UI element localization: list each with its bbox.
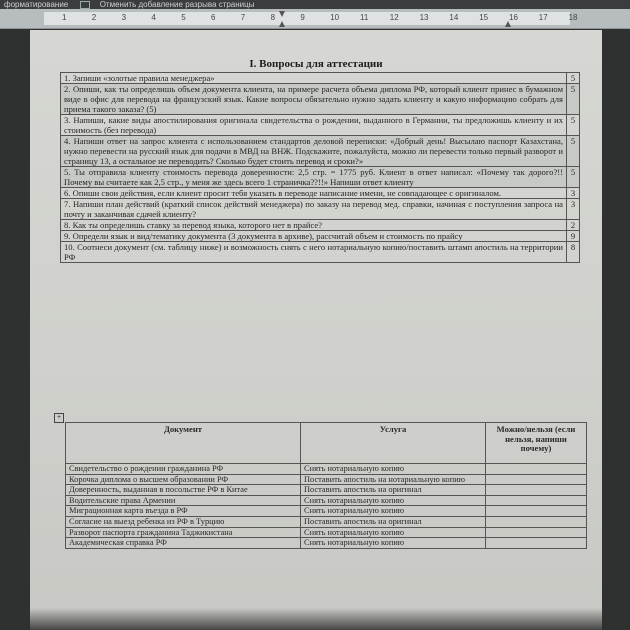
question-cell[interactable]: [61, 242, 567, 263]
app-toolbar: [0, 0, 630, 9]
ruler-tick-label: 12: [389, 13, 399, 22]
question-row: [61, 115, 580, 136]
document-page[interactable]: [30, 30, 602, 630]
ruler-tick-label: 16: [509, 13, 518, 22]
question-text: Опиши, как ты определишь объем документа клиента, на примере расчета объема диплома РФ, который клиент принес в бумажном виде в офис для перевода на французский язык. Какие вопросы обязательно нужно задать клиенту и какую информацию собрать для приема такого заказа? (5): [64, 84, 564, 114]
answer-cell[interactable]: [486, 485, 587, 496]
question-row: [61, 167, 580, 188]
question-number: 7.: [64, 199, 71, 209]
question-cell[interactable]: [61, 188, 567, 199]
ruler-tick-label: 2: [91, 13, 97, 22]
ruler-tick-label: 17: [538, 13, 548, 22]
service-cell[interactable]: Снять нотариальную копию: [301, 495, 486, 506]
question-cell[interactable]: [61, 199, 567, 220]
question-text: Ты отправила клиенту стоимость перевода доверенности: 2,5 стр. = 1775 руб. Клиент в ответ написал: «Почему так дорого?!! Почему вы считаете как 2,5 стр., у меня же здесь всего 1 страничка??!!» Напиши ответ клиенту: [64, 167, 563, 187]
ruler-tick-label: 18: [568, 13, 578, 22]
document-cell[interactable]: Разворот паспорта гражданина Таджикистана: [66, 527, 301, 538]
question-text: Напиши план действий (краткий список действий менеджера) по заказу на перевод мед. справки, начиная с поступления запроса на почту и заканчивая сдачей клиенту?: [64, 199, 563, 219]
question-number: 1.: [64, 73, 71, 83]
page-title: I. Вопросы для аттестации: [249, 58, 383, 70]
question-cell[interactable]: [61, 167, 567, 188]
ruler-tick-label: 6: [211, 13, 216, 22]
question-score[interactable]: 3: [567, 188, 580, 199]
question-text: Опиши свои действия, если клиент просит тебя указать в переводе написание имени, не совпадающее с оригиналом.: [72, 188, 502, 198]
question-number: 8.: [64, 220, 71, 230]
toolbar-undo-page-break[interactable]: Отменить добавление разрыва страницы: [99, 0, 255, 9]
ruler-tick-label: 9: [300, 13, 305, 22]
questions-table: [60, 72, 580, 263]
question-cell[interactable]: [61, 73, 567, 84]
question-number: 3.: [64, 115, 71, 125]
question-cell[interactable]: [61, 231, 567, 242]
table-move-handle-icon[interactable]: +: [54, 413, 64, 423]
answer-cell[interactable]: [486, 506, 587, 517]
question-row: [61, 84, 580, 115]
service-cell[interactable]: Снять нотариальную копию: [301, 527, 486, 538]
question-score[interactable]: 8: [567, 242, 580, 263]
question-cell[interactable]: [61, 136, 567, 167]
question-cell[interactable]: [61, 220, 567, 231]
document-row: [66, 538, 587, 549]
document-row: [66, 474, 587, 485]
ruler-tick-label: 10: [330, 13, 340, 22]
service-cell[interactable]: Поставить апостиль на оригинал: [301, 485, 486, 496]
answer-cell[interactable]: [486, 538, 587, 549]
ruler-tick-label: 3: [121, 13, 127, 22]
ruler-tick-label: 7: [240, 13, 246, 22]
ruler-tick-label: 11: [360, 13, 369, 22]
question-text: Как ты определишь ставку за перевод языка, которого нет в прайсе?: [72, 220, 323, 230]
question-text: Напиши, какие виды апостилирования оригинала свидетельства о рождении, выданного в Германии, ты предложишь клиенту и их стоимость (без перевода): [64, 115, 564, 135]
answer-cell[interactable]: [486, 474, 587, 485]
document-row: [66, 527, 587, 538]
page-shadow: [30, 608, 602, 630]
service-cell[interactable]: Снять нотариальную копию: [301, 506, 486, 517]
document-row: [66, 485, 587, 496]
question-row: [61, 188, 580, 199]
ruler-tick-label: 8: [270, 13, 276, 22]
document-cell[interactable]: Доверенность, выданная в посольстве РФ в Китае: [66, 485, 301, 496]
document-cell[interactable]: Миграционная карта въезда в РФ: [66, 506, 301, 517]
question-number: 2.: [64, 84, 71, 94]
question-score[interactable]: 3: [567, 199, 580, 220]
document-cell[interactable]: Согласие на выезд ребенка из РФ в Турцию: [66, 516, 301, 527]
question-number: 6.: [64, 188, 71, 198]
question-text: Напиши ответ на запрос клиента с использованием стандартов деловой переписки: «Добрый день! Высылаю паспорт Казахстана, нужно перевести на русский язык для подачи в МВД на ВНЖ. Подскажите, пожалуйста, можно ли перевести только первый разворот и страницу 13, а остальное не переводить? Сколько будет стоить перевод и сроки?»: [64, 136, 563, 166]
question-number: 10.: [64, 242, 75, 252]
ruler-tick-label: 1: [62, 13, 67, 22]
question-score[interactable]: 5: [567, 84, 580, 115]
question-text: Соотнеси документ (см. таблицу ниже) и возможность снять с него нотариальную копию/поставить штамп апостиль на территории РФ: [64, 242, 563, 262]
document-row: [66, 516, 587, 527]
toolbar-formatting[interactable]: форматирование: [4, 0, 69, 9]
service-cell[interactable]: Снять нотариальную копию: [301, 464, 486, 475]
undo-icon[interactable]: [80, 1, 90, 9]
question-number: 9.: [64, 231, 71, 241]
ruler-tick-label: 4: [151, 13, 156, 22]
question-row: [61, 136, 580, 167]
header-service: Услуга: [301, 423, 486, 464]
answer-cell[interactable]: [486, 527, 587, 538]
question-text: Определи язык и вид/тематику документа (3 документа в архиве), рассчитай объем и стоимость по прайсу: [72, 231, 463, 241]
question-cell[interactable]: [61, 84, 567, 115]
question-number: 4.: [64, 136, 71, 146]
question-row: [61, 242, 580, 263]
question-number: 5.: [64, 167, 71, 177]
document-cell[interactable]: Свидетельство о рождении гражданина РФ: [66, 464, 301, 475]
question-score[interactable]: 5: [567, 136, 580, 167]
question-text: Запиши «золотые правила менеджера»: [72, 73, 215, 83]
document-row: [66, 495, 587, 506]
question-row: [61, 220, 580, 231]
ruler-tick-label: 13: [419, 13, 429, 22]
document-cell[interactable]: Водительские права Армении: [66, 495, 301, 506]
question-row: [61, 73, 580, 84]
ruler-tick-label: 15: [479, 13, 489, 22]
question-score[interactable]: 2: [567, 220, 580, 231]
service-cell[interactable]: Поставить апостиль на оригинал: [301, 516, 486, 527]
header-allowed: Можно/нельзя (если нельзя, напиши почему): [486, 423, 587, 464]
service-cell[interactable]: Снять нотариальную копию: [301, 538, 486, 549]
ruler-tick-label: 14: [449, 13, 459, 22]
question-score[interactable]: 5: [567, 73, 580, 84]
answer-cell[interactable]: [486, 495, 587, 506]
ruler-tick-label: 5: [181, 13, 186, 22]
horizontal-ruler[interactable]: [0, 9, 630, 29]
question-cell[interactable]: [61, 115, 567, 136]
question-row: [61, 199, 580, 220]
question-row: [61, 231, 580, 242]
document-cell[interactable]: Академическая справка РФ: [66, 538, 301, 549]
documents-table: [65, 422, 587, 549]
question-score[interactable]: 9: [567, 231, 580, 242]
service-cell[interactable]: Поставить апостиль на нотариальную копию: [301, 474, 486, 485]
document-row: [66, 464, 587, 475]
document-cell[interactable]: Корочка диплома о высшем образовании РФ: [66, 474, 301, 485]
answer-cell[interactable]: [486, 464, 587, 475]
question-score[interactable]: 5: [567, 115, 580, 136]
document-row: [66, 506, 587, 517]
header-document: Документ: [66, 423, 301, 464]
answer-cell[interactable]: [486, 516, 587, 527]
question-score[interactable]: 5: [567, 167, 580, 188]
